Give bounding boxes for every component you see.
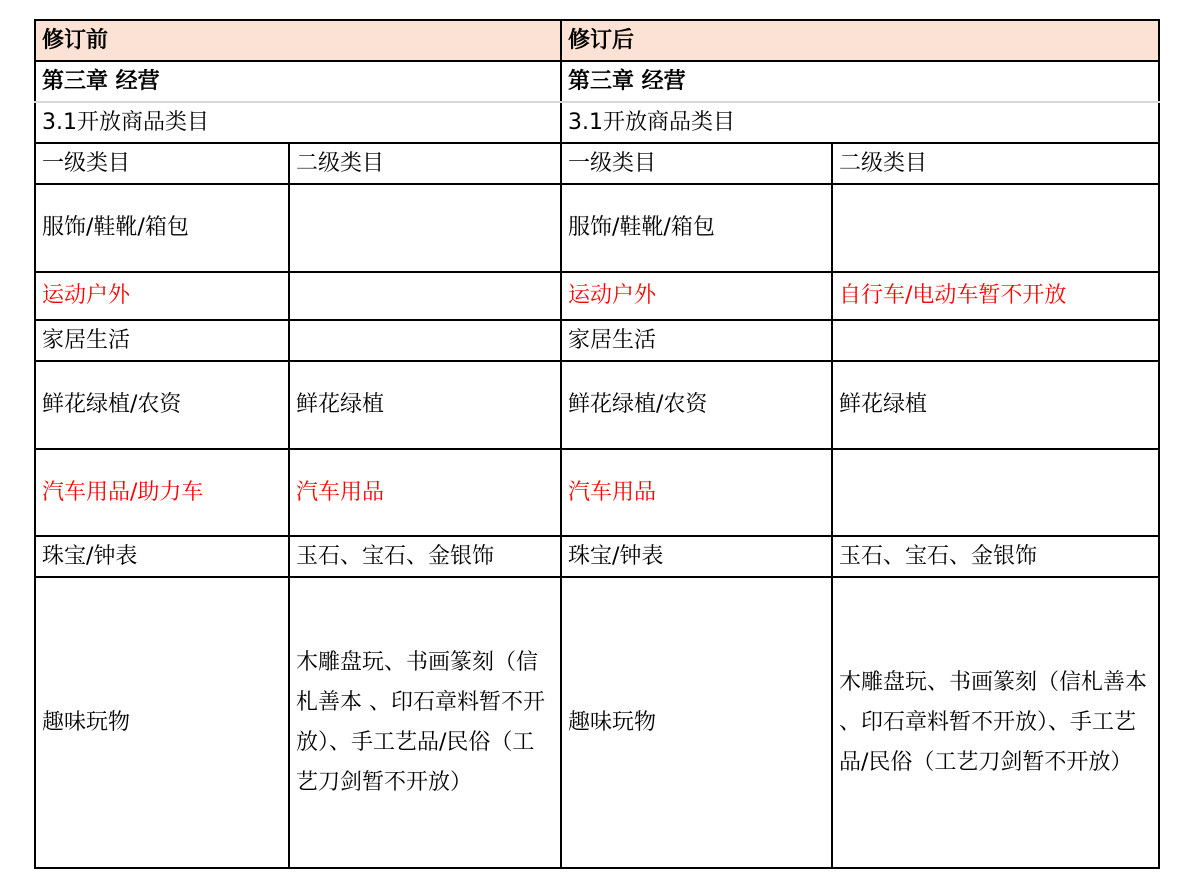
after-level2-cell: 自行车/电动车暂不开放 [832, 272, 1159, 320]
after-level2-cell [832, 320, 1159, 361]
after-header: 修订后 [561, 20, 1159, 61]
after-level2-cell [832, 449, 1159, 536]
before-level1-cell: 服饰/鞋靴/箱包 [35, 184, 289, 272]
before-level2-header: 二级类目 [289, 143, 561, 184]
table-row [35, 361, 1159, 449]
before-level1-cell: 珠宝/钟表 [35, 536, 289, 577]
after-level1-cell: 运动户外 [561, 272, 832, 320]
before-level1-cell: 运动户外 [35, 272, 289, 320]
table-row [35, 184, 1159, 272]
after-level1-header: 一级类目 [561, 143, 832, 184]
after-level2-cell: 玉石、宝石、金银饰 [832, 536, 1159, 577]
after-level2-cell: 鲜花绿植 [832, 361, 1159, 449]
before-header: 修订前 [35, 20, 561, 61]
table-row [35, 320, 1159, 361]
before-level1-cell: 家居生活 [35, 320, 289, 361]
chapter-row [35, 61, 1159, 102]
revision-comparison-table [34, 19, 1160, 869]
before-level1-cell: 趣味玩物 [35, 577, 289, 868]
table-row [35, 272, 1159, 320]
before-level2-cell [289, 272, 561, 320]
after-level2-header: 二级类目 [832, 143, 1159, 184]
after-chapter: 第三章 经营 [561, 61, 1159, 102]
after-level1-cell: 趣味玩物 [561, 577, 832, 868]
table-row [35, 449, 1159, 536]
after-level1-cell: 鲜花绿植/农资 [561, 361, 832, 449]
before-level2-cell: 鲜花绿植 [289, 361, 561, 449]
section-row [35, 102, 1159, 143]
after-level1-cell: 服饰/鞋靴/箱包 [561, 184, 832, 272]
after-level1-cell: 珠宝/钟表 [561, 536, 832, 577]
after-section: 3.1开放商品类目 [561, 102, 1159, 143]
before-chapter: 第三章 经营 [35, 61, 561, 102]
before-level1-cell: 鲜花绿植/农资 [35, 361, 289, 449]
before-level1-cell: 汽车用品/助力车 [35, 449, 289, 536]
after-level2-cell: 木雕盘玩、书画篆刻（信札善本 、印石章料暂不开放）、手工艺品/民俗（工艺刀剑暂不开放） [839, 669, 1148, 775]
before-level2-cell [289, 184, 561, 272]
after-level1-cell: 家居生活 [561, 320, 832, 361]
before-level2-cell: 玉石、宝石、金银饰 [289, 536, 561, 577]
before-level2-cell [289, 320, 561, 361]
after-level1-cell: 汽车用品 [561, 449, 832, 536]
table-row [35, 536, 1159, 577]
before-level2-cell: 汽车用品 [289, 449, 561, 536]
before-level2-cell: 木雕盘玩、书画篆刻（信札善本 、印石章料暂不开放）、手工艺品/民俗（工艺刀剑暂不开放） [296, 649, 545, 795]
table-row [35, 577, 1159, 868]
before-level2-cell-wrap [289, 577, 561, 868]
column-header-row [35, 143, 1159, 184]
after-level2-cell-wrap [832, 577, 1159, 868]
header-row [35, 20, 1159, 61]
before-section: 3.1开放商品类目 [35, 102, 561, 143]
before-level1-header: 一级类目 [35, 143, 289, 184]
after-level2-cell [832, 184, 1159, 272]
